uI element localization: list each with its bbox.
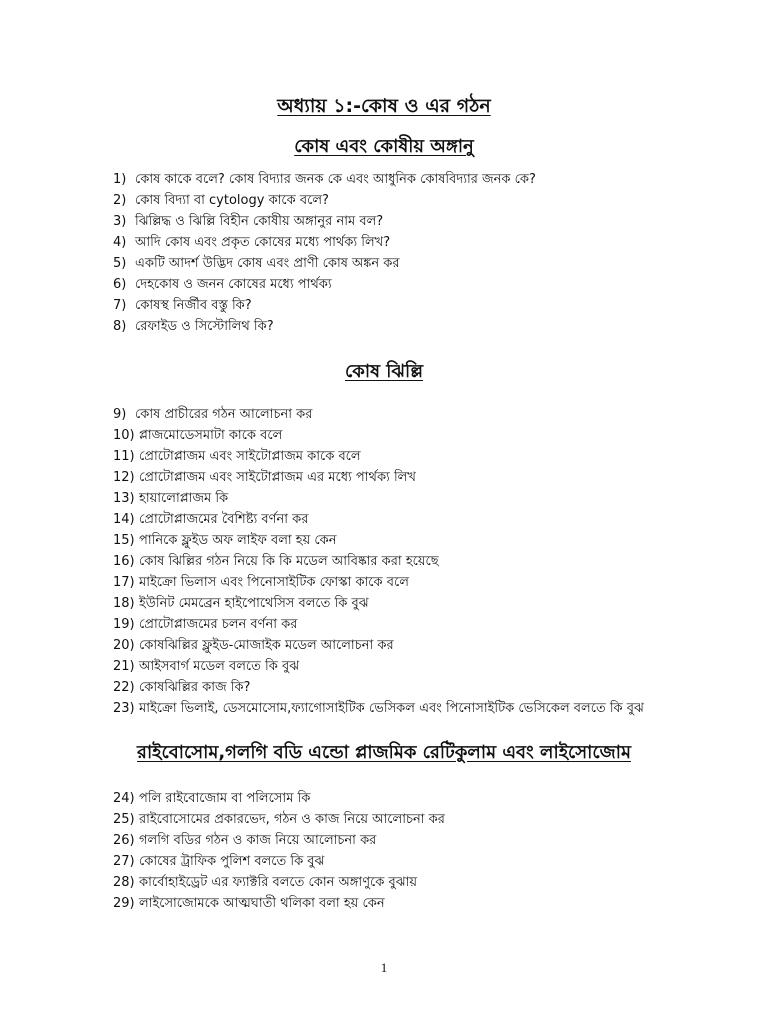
question-number: 24) bbox=[113, 791, 135, 806]
question-item bbox=[113, 872, 445, 893]
question-number: 21) bbox=[113, 659, 135, 674]
question-number: 20) bbox=[113, 638, 135, 653]
question-number: 6) bbox=[113, 277, 127, 292]
question-text: প্রোটোপ্লাজমের চলন বর্ণনা কর bbox=[139, 617, 298, 632]
question-item bbox=[113, 295, 536, 316]
question-item bbox=[113, 253, 536, 274]
question-number: 5) bbox=[113, 256, 127, 271]
question-number: 25) bbox=[113, 812, 135, 827]
question-item bbox=[113, 635, 644, 656]
question-text: রেফাইড ও সিস্টোলিথ কি? bbox=[135, 319, 274, 334]
question-item bbox=[113, 169, 536, 190]
question-text: কার্বোহাইড্রেট এর ফ্যাক্টরি বলতে কোন অঙ্গাণুকে বুঝায় bbox=[139, 875, 418, 890]
question-number: 11) bbox=[113, 449, 135, 464]
question-number: 8) bbox=[113, 319, 127, 334]
question-text: রাইবোসোমের প্রকারভেদ, গঠন ও কাজ নিয়ে আলোচনা কর bbox=[139, 812, 445, 827]
question-text: দেহকোষ ও জনন কোষের মধ্যে পার্থক্য bbox=[135, 277, 332, 292]
question-list-cell-membrane bbox=[113, 404, 644, 719]
section-heading-cell-organelles: কোষ এবং কোষীয় অঙ্গানু bbox=[294, 136, 474, 157]
question-number: 13) bbox=[113, 491, 135, 506]
question-item bbox=[113, 851, 445, 872]
question-item bbox=[113, 190, 536, 211]
question-text: আদি কোষ এবং প্রকৃত কোষের মধ্যে পার্থক্য লিখ? bbox=[135, 235, 391, 250]
question-text: কোষঝিল্লির ফ্লুইড-মোজাইক মডেল আলোচনা কর bbox=[139, 638, 394, 653]
question-text: প্লাজমোডেসমাটা কাকে বলে bbox=[139, 428, 283, 443]
question-item bbox=[113, 572, 644, 593]
question-number: 26) bbox=[113, 833, 135, 848]
question-text: প্রোটোপ্লাজমের বৈশিষ্ট্য বর্ণনা কর bbox=[139, 512, 309, 527]
question-item bbox=[113, 830, 445, 851]
question-item bbox=[113, 614, 644, 635]
question-number: 2) bbox=[113, 193, 127, 208]
question-text: কোষস্থ নির্জীব বস্তু কি? bbox=[135, 298, 252, 313]
question-item bbox=[113, 509, 644, 530]
question-text: লাইসোজোমকে আত্মঘাতী থলিকা বলা হয় কেন bbox=[139, 896, 385, 911]
question-item bbox=[113, 809, 445, 830]
question-text: কোষঝিল্লির কাজ কি? bbox=[139, 680, 251, 695]
question-item bbox=[113, 425, 644, 446]
question-item bbox=[113, 467, 644, 488]
question-text: ইউনিট মেমব্রেন হাইপোথেসিস বলতে কি বুঝ bbox=[139, 596, 369, 611]
question-number: 17) bbox=[113, 575, 135, 590]
question-number: 19) bbox=[113, 617, 135, 632]
question-text: একটি আদর্শ উদ্ভিদ কোষ এবং প্রাণী কোষ অঙ্কন কর bbox=[135, 256, 400, 271]
question-number: 15) bbox=[113, 533, 135, 548]
question-item bbox=[113, 316, 536, 337]
question-text: গলগি বডির গঠন ও কাজ নিয়ে আলোচনা কর bbox=[139, 833, 377, 848]
question-number: 28) bbox=[113, 875, 135, 890]
page-number: 1 bbox=[380, 960, 388, 975]
question-number: 23) bbox=[113, 701, 135, 716]
question-number: 1) bbox=[113, 172, 127, 187]
chapter-title: অধ্যায় ১:-কোষ ও এর গঠন bbox=[277, 95, 491, 117]
question-number: 27) bbox=[113, 854, 135, 869]
question-item bbox=[113, 551, 644, 572]
question-list-ribosome-golgi-er-lysosome bbox=[113, 788, 445, 914]
question-number: 7) bbox=[113, 298, 127, 313]
question-item bbox=[113, 593, 644, 614]
question-list-cell-organelles bbox=[113, 169, 536, 337]
question-item bbox=[113, 656, 644, 677]
question-number: 29) bbox=[113, 896, 135, 911]
question-text: কোষ প্রাচীরের গঠন আলোচনা কর bbox=[135, 407, 313, 422]
question-item bbox=[113, 488, 644, 509]
question-item bbox=[113, 404, 644, 425]
question-item bbox=[113, 698, 644, 719]
question-text: ঝিল্লিদ্ধ ও ঝিল্লি বিহীন কোষীয় অঙ্গানুর নাম বল? bbox=[135, 214, 384, 229]
question-text: মাইক্রো ভিলাই, ডেসমোসোম,ফ্যাগোসাইটিক ভেসিকল এবং পিনোসাইটিক ভেসিকেল বলতে কি বুঝ bbox=[139, 701, 644, 716]
question-text: কোষ কাকে বলে? কোষ বিদ্যার জনক কে এবং আধুনিক কোষবিদ্যার জনক কে? bbox=[135, 172, 536, 187]
section-heading-cell-membrane: কোষ ঝিল্লি bbox=[344, 361, 424, 382]
question-number: 4) bbox=[113, 235, 127, 250]
question-number: 9) bbox=[113, 407, 127, 422]
question-text: পানিকে ফ্লুইড অফ লাইফ বলা হয় কেন bbox=[139, 533, 337, 548]
question-text: মাইক্রো ভিলাস এবং পিনোসাইটিক ফোস্কা কাকে বলে bbox=[139, 575, 409, 590]
question-text: কোষ ঝিল্লির গঠন নিয়ে কি কি মডেল আবিষ্কার করা হয়েছে bbox=[139, 554, 439, 569]
question-item bbox=[113, 530, 644, 551]
question-number: 12) bbox=[113, 470, 135, 485]
question-number: 16) bbox=[113, 554, 135, 569]
question-text: পলি রাইবোজোম বা পলিসোম কি bbox=[139, 791, 311, 806]
question-text: কোষ বিদ্যা বা cytology কাকে বলে? bbox=[135, 193, 329, 208]
question-item bbox=[113, 677, 644, 698]
question-item bbox=[113, 211, 536, 232]
section-heading-ribosome-golgi-er-lysosome: রাইবোসোম,গলগি বডি এন্ডো প্লাজমিক রেটিকুলাম এবং লাইসোজোম bbox=[137, 742, 631, 763]
question-number: 3) bbox=[113, 214, 127, 229]
question-number: 14) bbox=[113, 512, 135, 527]
question-number: 22) bbox=[113, 680, 135, 695]
question-item bbox=[113, 893, 445, 914]
question-number: 10) bbox=[113, 428, 135, 443]
question-text: হায়ালোপ্লাজম কি bbox=[139, 491, 229, 506]
question-item bbox=[113, 446, 644, 467]
question-item bbox=[113, 274, 536, 295]
question-number: 18) bbox=[113, 596, 135, 611]
question-item bbox=[113, 232, 536, 253]
question-text: প্রোটোপ্লাজম এবং সাইটোপ্লাজম এর মধ্যে পার্থক্য লিখ bbox=[139, 470, 416, 485]
question-text: প্রোটোপ্লাজম এবং সাইটোপ্লাজম কাকে বলে bbox=[139, 449, 361, 464]
question-text: কোষের ট্রাফিক পুলিশ বলতে কি বুঝ bbox=[139, 854, 325, 869]
question-text: আইসবার্গ মডেল বলতে কি বুঝ bbox=[139, 659, 300, 674]
question-item bbox=[113, 788, 445, 809]
